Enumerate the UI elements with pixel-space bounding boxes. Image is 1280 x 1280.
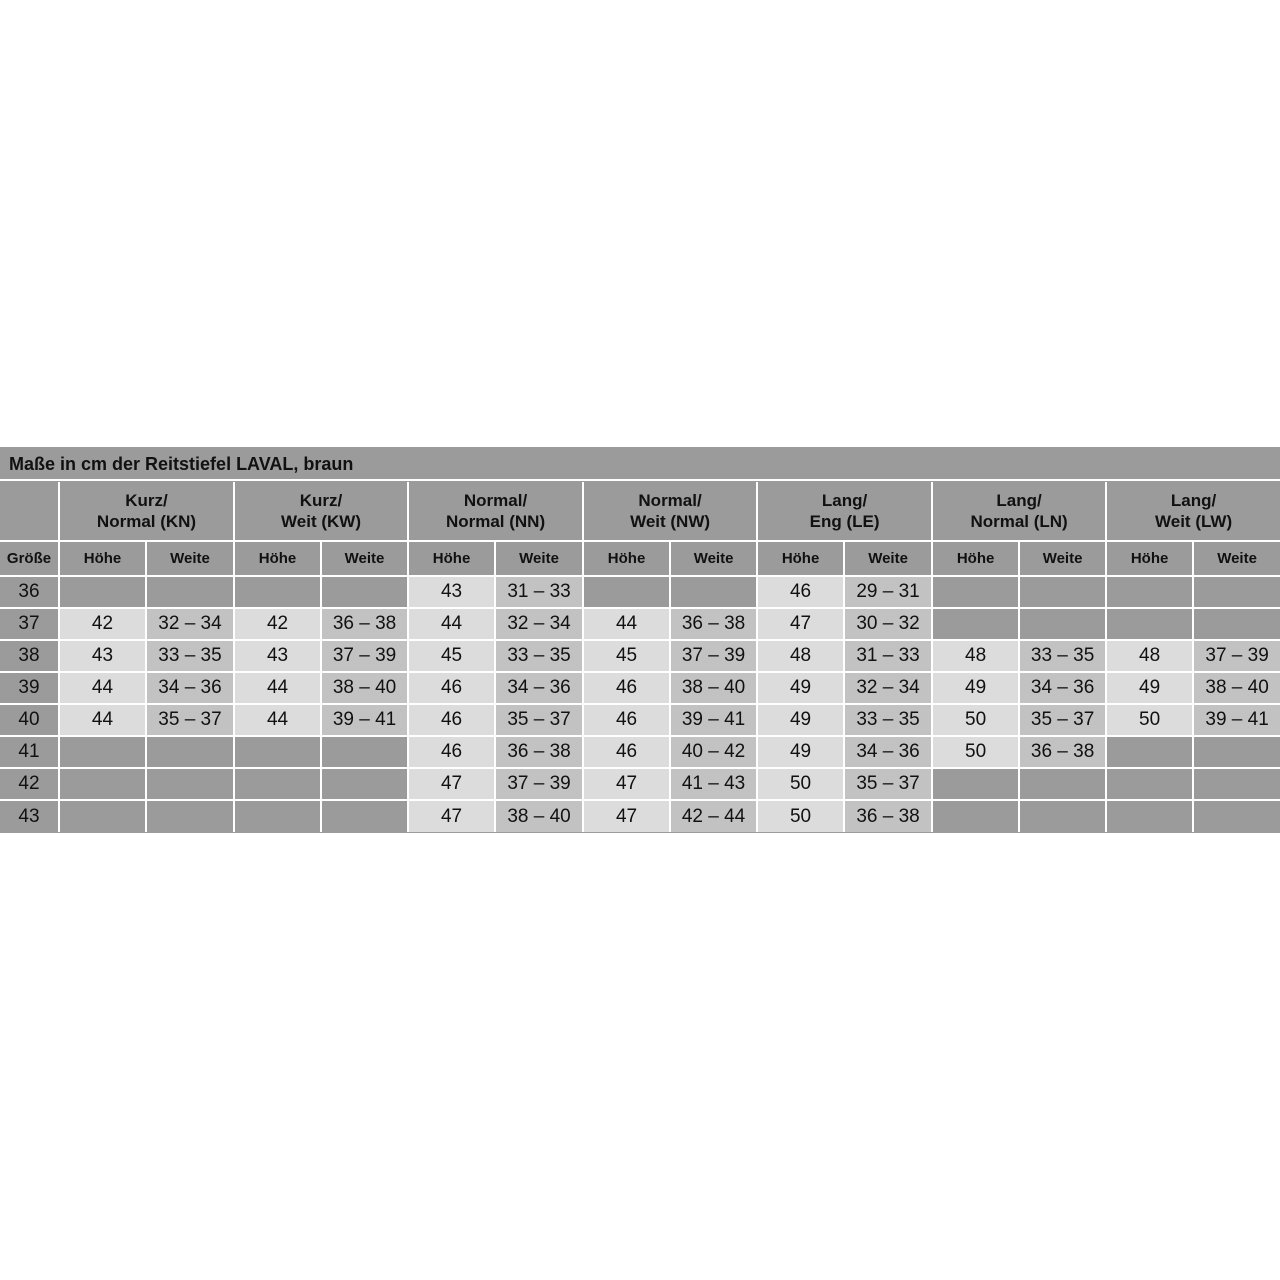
- group-line2: Normal (LN): [970, 512, 1068, 531]
- hoehe-cell: 46: [408, 704, 495, 736]
- weite-cell: [1193, 768, 1280, 800]
- hoehe-cell: 47: [583, 800, 670, 832]
- weite-cell: [146, 736, 234, 768]
- hoehe-cell: 42: [234, 608, 321, 640]
- hoehe-cell: 42: [59, 608, 146, 640]
- table-title: Maße in cm der Reitstiefel LAVAL, braun: [0, 447, 1280, 481]
- hoehe-cell: 50: [757, 800, 844, 832]
- weite-cell: 35 – 37: [844, 768, 932, 800]
- hoehe-cell: [1106, 608, 1193, 640]
- hoehe-cell: 47: [757, 608, 844, 640]
- weite-cell: [1193, 608, 1280, 640]
- weite-cell: 34 – 36: [1019, 672, 1106, 704]
- weite-cell: [1019, 800, 1106, 832]
- weite-cell: 36 – 38: [844, 800, 932, 832]
- weite-cell: 32 – 34: [844, 672, 932, 704]
- size-cell: 37: [0, 608, 59, 640]
- group-header-le: [757, 482, 932, 541]
- group-line1: Normal/: [638, 491, 702, 510]
- hoehe-cell: 44: [234, 672, 321, 704]
- table-row: [0, 704, 1280, 736]
- group-line2: Normal (KN): [96, 512, 197, 531]
- hoehe-cell: 48: [1106, 640, 1193, 672]
- hoehe-cell: 47: [408, 768, 495, 800]
- weite-cell: 39 – 41: [670, 704, 757, 736]
- weite-cell: 36 – 38: [321, 608, 408, 640]
- hoehe-cell: [583, 576, 670, 608]
- size-cell: 43: [0, 800, 59, 832]
- weite-cell: [670, 576, 757, 608]
- hoehe-cell: [1106, 800, 1193, 832]
- weite-cell: 35 – 37: [495, 704, 583, 736]
- weite-cell: 35 – 37: [1019, 704, 1106, 736]
- hoehe-cell: 49: [757, 736, 844, 768]
- table-row: [0, 576, 1280, 608]
- weite-cell: 31 – 33: [495, 576, 583, 608]
- weite-cell: 36 – 38: [670, 608, 757, 640]
- table-row: [0, 736, 1280, 768]
- size-cell: 38: [0, 640, 59, 672]
- table-row: [0, 640, 1280, 672]
- hoehe-cell: [234, 800, 321, 832]
- weite-cell: [146, 800, 234, 832]
- weite-cell: [1019, 768, 1106, 800]
- size-cell: 42: [0, 768, 59, 800]
- weite-cell: 38 – 40: [1193, 672, 1280, 704]
- hoehe-cell: [1106, 576, 1193, 608]
- hoehe-cell: [1106, 768, 1193, 800]
- hoehe-header: Höhe: [757, 541, 844, 576]
- hoehe-cell: 48: [932, 640, 1019, 672]
- hoehe-cell: 46: [583, 704, 670, 736]
- hoehe-cell: 43: [234, 640, 321, 672]
- hoehe-cell: 46: [408, 736, 495, 768]
- group-line1: Lang/: [996, 491, 1042, 510]
- hoehe-cell: 44: [59, 672, 146, 704]
- hoehe-cell: [59, 736, 146, 768]
- weite-header: Weite: [495, 541, 583, 576]
- weite-header: Weite: [1193, 541, 1280, 576]
- hoehe-cell: 47: [583, 768, 670, 800]
- hoehe-cell: 44: [408, 608, 495, 640]
- table-row: [0, 672, 1280, 704]
- hoehe-cell: 46: [583, 672, 670, 704]
- weite-cell: 30 – 32: [844, 608, 932, 640]
- group-line1: Normal/: [463, 491, 528, 510]
- weite-cell: [146, 768, 234, 800]
- size-rows: [0, 576, 1280, 832]
- weite-cell: 42 – 44: [670, 800, 757, 832]
- group-header-nn: [408, 482, 583, 541]
- hoehe-cell: 50: [1106, 704, 1193, 736]
- weite-cell: 33 – 35: [495, 640, 583, 672]
- hoehe-header: Höhe: [932, 541, 1019, 576]
- group-header-row: [0, 482, 1280, 541]
- weite-cell: [321, 768, 408, 800]
- group-header-kn: [59, 482, 234, 541]
- hoehe-cell: 47: [408, 800, 495, 832]
- size-column-header: Größe: [0, 541, 59, 576]
- table-row: [0, 608, 1280, 640]
- size-cell: 40: [0, 704, 59, 736]
- corner-cell: [0, 482, 59, 541]
- hoehe-cell: 50: [932, 704, 1019, 736]
- weite-cell: 33 – 35: [1019, 640, 1106, 672]
- hoehe-cell: 44: [59, 704, 146, 736]
- hoehe-cell: 46: [583, 736, 670, 768]
- weite-cell: [321, 800, 408, 832]
- group-line2: Eng (LE): [809, 512, 880, 531]
- weite-header: Weite: [321, 541, 408, 576]
- weite-header: Weite: [146, 541, 234, 576]
- hoehe-header: Höhe: [583, 541, 670, 576]
- weite-cell: 34 – 36: [844, 736, 932, 768]
- hoehe-cell: 46: [408, 672, 495, 704]
- hoehe-header: Höhe: [408, 541, 495, 576]
- weite-cell: 34 – 36: [146, 672, 234, 704]
- hoehe-header: Höhe: [59, 541, 146, 576]
- group-line1: Kurz/: [125, 491, 168, 510]
- group-header-lw: [1106, 482, 1280, 541]
- weite-cell: 29 – 31: [844, 576, 932, 608]
- hoehe-cell: [932, 800, 1019, 832]
- group-line2: Weit (NW): [630, 512, 711, 531]
- hoehe-cell: [59, 576, 146, 608]
- sub-header-row: [0, 541, 1280, 576]
- hoehe-cell: 49: [1106, 672, 1193, 704]
- weite-cell: 39 – 41: [321, 704, 408, 736]
- weite-cell: [321, 736, 408, 768]
- weite-cell: 39 – 41: [1193, 704, 1280, 736]
- weite-cell: 37 – 39: [321, 640, 408, 672]
- hoehe-cell: [1106, 736, 1193, 768]
- table-row: [0, 768, 1280, 800]
- size-cell: 39: [0, 672, 59, 704]
- hoehe-cell: 44: [583, 608, 670, 640]
- weite-cell: 35 – 37: [146, 704, 234, 736]
- hoehe-cell: [932, 608, 1019, 640]
- hoehe-cell: 43: [59, 640, 146, 672]
- hoehe-cell: [234, 768, 321, 800]
- group-line2: Normal (NN): [445, 512, 546, 531]
- table-row: [0, 800, 1280, 832]
- hoehe-cell: 44: [234, 704, 321, 736]
- hoehe-cell: 49: [757, 672, 844, 704]
- hoehe-cell: 49: [757, 704, 844, 736]
- weite-cell: 38 – 40: [321, 672, 408, 704]
- weite-cell: 32 – 34: [146, 608, 234, 640]
- hoehe-cell: 50: [932, 736, 1019, 768]
- weite-cell: [146, 576, 234, 608]
- size-cell: 41: [0, 736, 59, 768]
- weite-header: Weite: [670, 541, 757, 576]
- weite-cell: 33 – 35: [146, 640, 234, 672]
- size-chart-table: [0, 447, 1280, 833]
- group-line2: Weit (KW): [281, 512, 361, 531]
- hoehe-cell: 46: [757, 576, 844, 608]
- weite-cell: 34 – 36: [495, 672, 583, 704]
- weite-cell: 37 – 39: [495, 768, 583, 800]
- weite-cell: [1193, 736, 1280, 768]
- size-cell: 36: [0, 576, 59, 608]
- group-header-ln: [932, 482, 1106, 541]
- group-line2: Weit (LW): [1155, 512, 1233, 531]
- group-line1: Lang/: [821, 491, 868, 510]
- hoehe-cell: [59, 768, 146, 800]
- weite-cell: 37 – 39: [670, 640, 757, 672]
- hoehe-header: Höhe: [234, 541, 321, 576]
- size-grid: [0, 482, 1280, 832]
- hoehe-cell: [932, 768, 1019, 800]
- weite-cell: 41 – 43: [670, 768, 757, 800]
- hoehe-cell: 48: [757, 640, 844, 672]
- weite-cell: [1019, 576, 1106, 608]
- group-line1: Kurz/: [299, 491, 343, 510]
- weite-cell: 38 – 40: [670, 672, 757, 704]
- hoehe-cell: 45: [583, 640, 670, 672]
- weite-header: Weite: [1019, 541, 1106, 576]
- weite-cell: 40 – 42: [670, 736, 757, 768]
- hoehe-cell: 45: [408, 640, 495, 672]
- group-line1: Lang/: [1170, 491, 1217, 510]
- weite-cell: 36 – 38: [495, 736, 583, 768]
- hoehe-cell: 43: [408, 576, 495, 608]
- weite-cell: [1193, 576, 1280, 608]
- weite-cell: 36 – 38: [1019, 736, 1106, 768]
- hoehe-cell: 49: [932, 672, 1019, 704]
- group-header-kw: [234, 482, 408, 541]
- group-header-nw: [583, 482, 757, 541]
- hoehe-cell: 50: [757, 768, 844, 800]
- hoehe-header: Höhe: [1106, 541, 1193, 576]
- weite-cell: 38 – 40: [495, 800, 583, 832]
- hoehe-cell: [932, 576, 1019, 608]
- weite-cell: 32 – 34: [495, 608, 583, 640]
- weite-cell: [1019, 608, 1106, 640]
- weite-cell: [321, 576, 408, 608]
- weite-cell: 37 – 39: [1193, 640, 1280, 672]
- weite-header: Weite: [844, 541, 932, 576]
- hoehe-cell: [59, 800, 146, 832]
- weite-cell: [1193, 800, 1280, 832]
- weite-cell: 33 – 35: [844, 704, 932, 736]
- hoehe-cell: [234, 736, 321, 768]
- weite-cell: 31 – 33: [844, 640, 932, 672]
- hoehe-cell: [234, 576, 321, 608]
